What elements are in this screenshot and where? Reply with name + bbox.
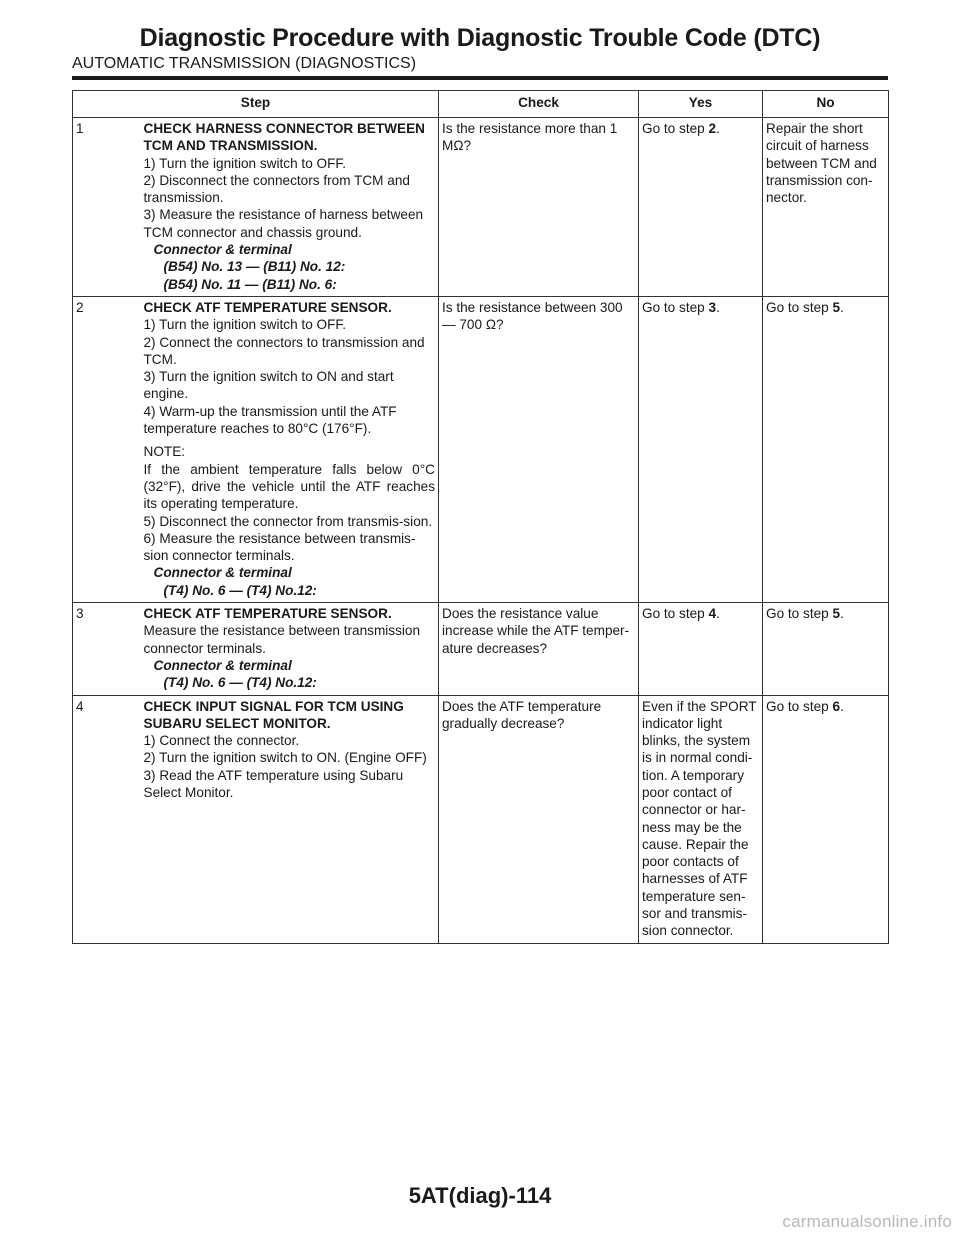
header-check: Check	[439, 91, 639, 118]
step-cell	[141, 695, 439, 943]
no-cell: Go to step 6.	[763, 695, 889, 943]
section-subtitle: AUTOMATIC TRANSMISSION (DIAGNOSTICS)	[72, 55, 417, 72]
yes-cell: Go to step 2.	[639, 118, 763, 297]
table-row	[73, 296, 889, 602]
diagnostic-table	[72, 90, 889, 944]
procedure-line: Measure the resistance between transmission connector terminals.	[143, 623, 421, 656]
connector-label: Connector & terminal	[153, 565, 292, 581]
step-title: CHECK ATF TEMPERATURE SENSOR.	[143, 299, 392, 315]
no-cell: Go to step 5.	[763, 296, 889, 602]
procedure-line: 2) Disconnect the connectors from TCM and transmission.	[143, 172, 410, 206]
watermark-text: carmanualsonline.info	[782, 1212, 952, 1231]
step-title: CHECK INPUT SIGNAL FOR TCM USING SUBARU SELECT MONITOR.	[143, 698, 404, 731]
procedure-line: 3) Turn the ignition switch to ON and start engine.	[143, 369, 394, 402]
no-cell: Go to step 5.	[763, 603, 889, 695]
table-row	[73, 603, 889, 695]
procedure-line: 5) Disconnect the connector from transmis-sion.	[143, 513, 433, 529]
procedure-line: 1) Turn the ignition switch to OFF.	[143, 317, 346, 333]
step-cell	[141, 118, 439, 297]
procedure-line: 4) Warm-up the transmission until the ATF temperature reaches to 80°C (176°F).	[143, 403, 397, 437]
procedure-line: 6) Measure the resistance between transmis-sion connector terminals.	[143, 530, 416, 564]
procedure-line: 2) Turn the ignition switch to ON. (Engine OFF)	[143, 750, 427, 766]
step-cell	[141, 603, 439, 695]
page-number: 5AT(diag)-114	[408, 1183, 552, 1208]
check-cell: Is the resistance more than 1 MΩ?	[439, 118, 639, 297]
step-title: CHECK HARNESS CONNECTOR BETWEEN TCM AND TRANSMISSION.	[143, 121, 425, 154]
note-label: NOTE:	[143, 444, 186, 460]
no-cell: Repair the short circuit of harness between TCM and transmission con-nector.	[763, 118, 889, 297]
note-text: If the ambient temperature falls below 0°C (32°F), drive the vehicle until the ATF reaches its operating temperature.	[143, 461, 435, 512]
step-cell	[141, 296, 439, 602]
check-cell: Does the resistance value increase while the ATF temper-ature decreases?	[439, 603, 639, 695]
connector-value: (B54) No. 11 — (B11) No. 6:	[163, 276, 337, 292]
yes-cell: Even if the SPORT indicator light blinks, the system is in normal condi-tion. A temporary poor contact of connector or har-ness may be the cause. Repair the poor contacts of harnesses of ATF temperature sen-sor and transmis-sion connector.	[639, 695, 763, 943]
table-row	[73, 695, 889, 943]
step-number: 4	[73, 695, 141, 943]
check-cell: Is the resistance between 300 — 700 Ω?	[439, 296, 639, 602]
header-no: No	[763, 91, 889, 118]
check-cell: Does the ATF temperature gradually decrease?	[439, 695, 639, 943]
yes-cell: Go to step 3.	[639, 296, 763, 602]
procedure-line: 1) Connect the connector.	[143, 733, 300, 749]
connector-value: (B54) No. 13 — (B11) No. 12:	[163, 259, 346, 275]
step-number: 2	[73, 296, 141, 602]
header-rule	[72, 76, 888, 80]
step-number: 1	[73, 118, 141, 297]
page-title: Diagnostic Procedure with Diagnostic Trouble Code (DTC)	[139, 24, 821, 52]
header-step: Step	[73, 91, 439, 118]
table-header-row	[73, 91, 889, 118]
connector-value: (T4) No. 6 — (T4) No.12:	[163, 582, 317, 598]
connector-label: Connector & terminal	[153, 242, 292, 258]
connector-value: (T4) No. 6 — (T4) No.12:	[163, 675, 317, 691]
header-yes: Yes	[639, 91, 763, 118]
step-number: 3	[73, 603, 141, 695]
step-title: CHECK ATF TEMPERATURE SENSOR.	[143, 606, 392, 622]
procedure-line: 3) Measure the resistance of harness between TCM connector and chassis ground.	[143, 207, 424, 240]
procedure-line: 3) Read the ATF temperature using Subaru Select Monitor.	[143, 767, 404, 800]
table-row	[73, 118, 889, 297]
yes-cell: Go to step 4.	[639, 603, 763, 695]
procedure-line: 1) Turn the ignition switch to OFF.	[143, 155, 346, 171]
procedure-line: 2) Connect the connectors to transmission and TCM.	[143, 334, 425, 367]
connector-label: Connector & terminal	[153, 657, 292, 673]
